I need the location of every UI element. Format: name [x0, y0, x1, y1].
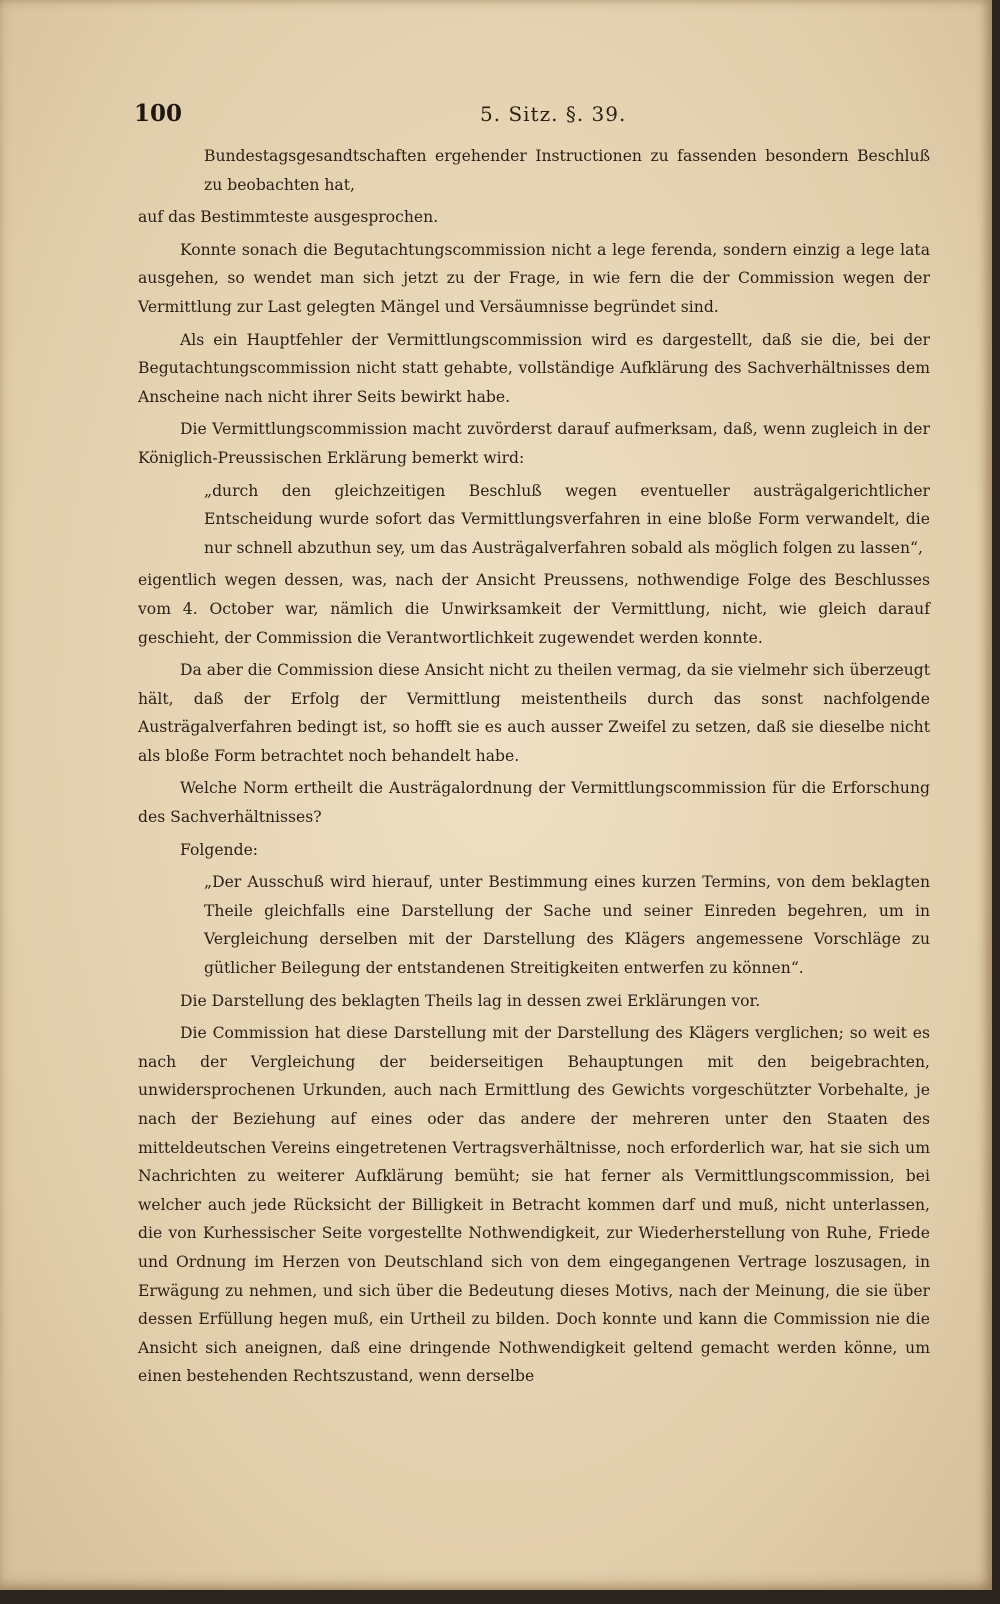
- paragraph: Konnte sonach die Begutachtungscommission nicht a lege ferenda, sondern einzig a lege lata ausgehen, so wendet man sich jetzt zu der Frage, in wie fern die der Commission wegen der Vermittlung zur Last gelegten Mängel und Versäumnisse begründet sind.: [138, 240, 930, 316]
- paragraph-label: Folgende:: [180, 840, 259, 859]
- running-head: 5. Sitz. §. 39.: [480, 102, 627, 126]
- paragraph: eigentlich wegen dessen, was, nach der Ansicht Preussens, nothwendige Folge des Beschlusses vom 4. October war, nämlich die Unwirksamkeit der Vermittlung, nicht, wie gleich darauf geschieht, der Commission die Verantwortlichkeit zugewendet werden konnte.: [138, 571, 930, 647]
- block-quote: „durch den gleichzeitigen Beschluß wegen eventueller austrägalgerichtlicher Entscheidung wurde sofort das Vermittlungsverfahren in eine bloße Form verwandelt, die nur schnell abzuthun sey, um das Austrägalverfahren sobald als möglich folgen zu lassen“,: [204, 481, 930, 557]
- paragraph: Die Commission hat diese Darstellung mit der Darstellung des Klägers verglichen; so weit es nach der Vergleichung der beiderseitigen Behauptungen mit den beigebrachten, unwidersprochenen Urkunden, auch nach Ermittlung des Gewichts vorgeschützter Vorbehalte, je nach der Beziehung auf eines oder das andere der mehreren unter den Staaten des mitteldeutschen Vereins eingetretenen Vertragsverhältnisse, noch erforderlich war, hat sie sich um Nachrichten zu weiterer Aufklärung bemüht; sie hat ferner als Vermittlungscommission, bei welcher auch jede Rücksicht der Billigkeit in Betracht kommen darf und muß, nicht unterlassen, die von Kurhessischer Seite vorgestellte Nothwendigkeit, zur Wiederherstellung von Ruhe, Friede und Ordnung im Herzen von Deutschland sich von dem eingegangenen Vertrage loszusagen, in Erwägung zu nehmen, und sich über die Bedeutung dieses Motivs, nach der Meinung, die sie über dessen Erfüllung hegen muß, ein Urtheil zu bilden. Doch konnte und kann die Commission nie die Ansicht sich aneignen, daß eine dringende Nothwendigkeit geltend gemacht werden könne, um einen bestehenden Rechtszustand, wenn derselbe: [138, 1024, 930, 1386]
- paragraph: Die Darstellung des beklagten Theils lag in dessen zwei Erklärungen vor.: [180, 991, 761, 1010]
- page-number: 100: [134, 100, 183, 127]
- paragraph-continuation: Bundestagsgesandtschaften ergehender Instructionen zu fassenden besondern Beschluß zu beobachten hat,: [204, 147, 930, 194]
- page-header: [130, 98, 930, 134]
- body-text: [138, 142, 930, 1395]
- paragraph: Welche Norm ertheilt die Austrägalordnung der Vermittlungscommission für die Erforschung des Sachverhältnisses?: [138, 779, 930, 827]
- paragraph: Als ein Hauptfehler der Vermittlungscommission wird es dargestellt, daß sie die, bei der Begutachtungscommission nicht statt gehabte, vollständige Aufklärung des Sachverhältnisses dem Anscheine nach nicht ihrer Seits bewirkt habe.: [138, 330, 930, 406]
- paragraph: Die Vermittlungscommission macht zuvörderst darauf aufmerksam, daß, wenn zugleich in der Königlich-Preussischen Erklärung bemerkt wird:: [138, 420, 930, 467]
- paragraph: auf das Bestimmteste ausgesprochen.: [138, 208, 439, 227]
- block-quote: „Der Ausschuß wird hierauf, unter Bestimmung eines kurzen Termins, von dem beklagten Theile gleichfalls eine Darstellung der Sache und seiner Einreden begehren, um in Vergleichung derselben mit der Darstellung des Klägers angemessene Vorschläge zu gütlicher Beilegung der entstandenen Streitigkeiten entwerfen zu können“.: [204, 873, 930, 978]
- paragraph: Da aber die Commission diese Ansicht nicht zu theilen vermag, da sie vielmehr sich überzeugt hält, daß der Erfolg der Vermittlung meistentheils durch das sonst nachfolgende Austrägalverfahren bedingt ist, so hofft sie es auch ausser Zweifel zu setzen, daß sie dieselbe nicht als bloße Form betrachtet noch behandelt habe.: [138, 661, 930, 765]
